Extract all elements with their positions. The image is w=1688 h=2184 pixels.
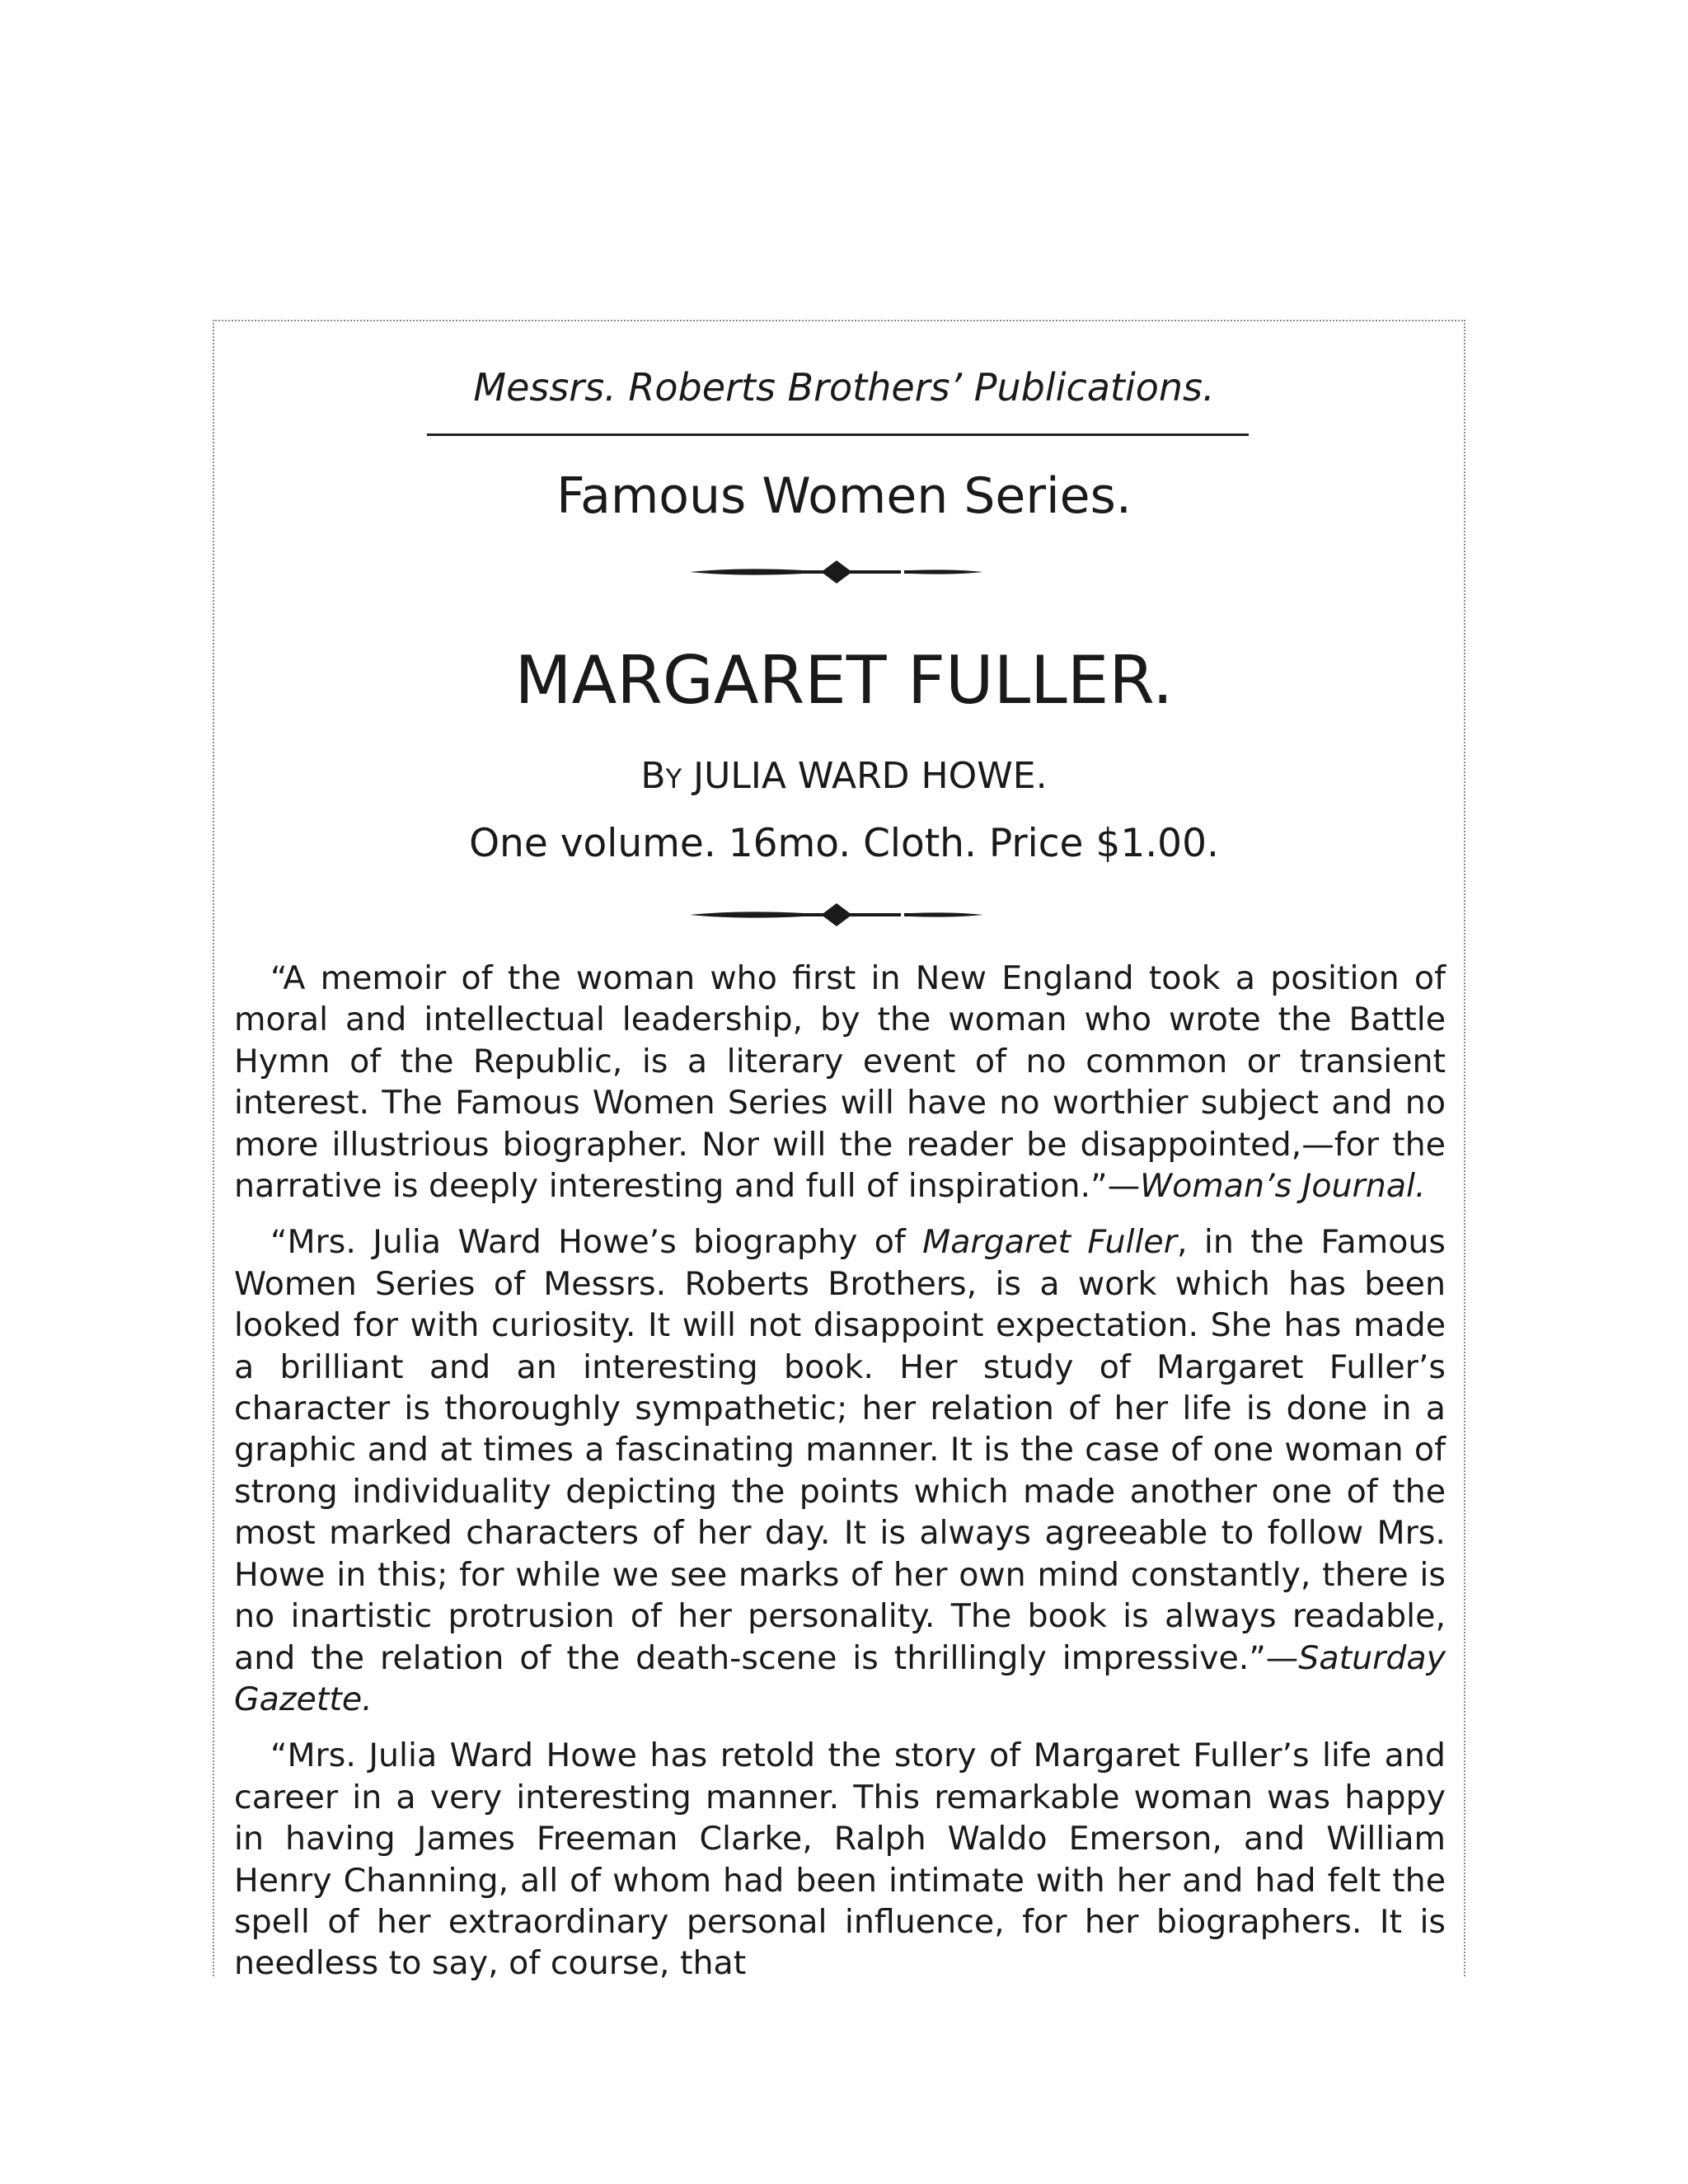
- review-1-source: Woman’s Journal.: [1140, 1167, 1426, 1206]
- byline-by-initial: B: [640, 755, 666, 797]
- divider-ornament-icon: [688, 898, 985, 931]
- review-1-text: “A memoir of the woman who first in New England took a position of moral and intellectual leadership, by the woman who wrote the Battle Hymn of the Republic, is a literary event of no common or transient interest. The Famous Women Series will have no worthier subject and no more illustrious biographer. Nor will the reader be disappointed,—for the narrative is deeply interesting and full of inspiration.”—: [234, 959, 1446, 1206]
- review-2-text-after: , in the Famous Women Series of Messrs. Roberts Brothers, is a work which has been looked for with curiosity. It will not disappoint expectation. She has made a brilliant and an interesting book. Her study of Margaret Fuller’s character is thoroughly sympathetic; her relation of her life is done in a graphic and at times a fascinating manner. It is the case of one woman of strong individuality depicting the points which made another one of the most marked characters of her day. It is always agreeable to follow Mrs. Howe in this; for while we see marks of her own mind constantly, there is no inartistic protrusion of her personality. The book is always readable, and the relation of the death-scene is thrillingly impressive.”—: [234, 1223, 1446, 1677]
- header-rule: [427, 434, 1249, 436]
- book-title: MARGARET FULLER.: [514, 642, 1174, 719]
- review-3: [234, 1735, 1446, 1984]
- series-title: Famous Women Series.: [556, 467, 1132, 525]
- review-2: [234, 1221, 1446, 1720]
- book-details: One volume. 16mo. Cloth. Price $1.00.: [469, 821, 1219, 866]
- review-2-text-before: “Mrs. Julia Ward Howe’s biography of: [270, 1223, 923, 1262]
- review-3-text: “Mrs. Julia Ward Howe has retold the story of Margaret Fuller’s life and career in a very interesting manner. This remarkable woman was happy in having James Freeman Clarke, Ralph Waldo Emerson, and William Henry Channing, all of whom had been intimate with her and had felt the spell of her extraordinary personal influence, for her biographers. It is needless to say, of course, that: [234, 1736, 1446, 1983]
- publisher-header: Messrs. Roberts Brothers’ Publications.: [473, 365, 1215, 410]
- review-2-source: Saturday Gazette.: [234, 1638, 1446, 1718]
- review-2-italic-title: Margaret Fuller: [922, 1223, 1177, 1262]
- byline-by-rest: Y: [665, 763, 682, 794]
- author-name: JULIA WARD HOWE.: [693, 755, 1048, 797]
- divider-ornament-icon: [688, 555, 985, 588]
- reviews: [234, 958, 1446, 1999]
- byline: [0, 753, 1688, 802]
- review-1: [234, 958, 1446, 1207]
